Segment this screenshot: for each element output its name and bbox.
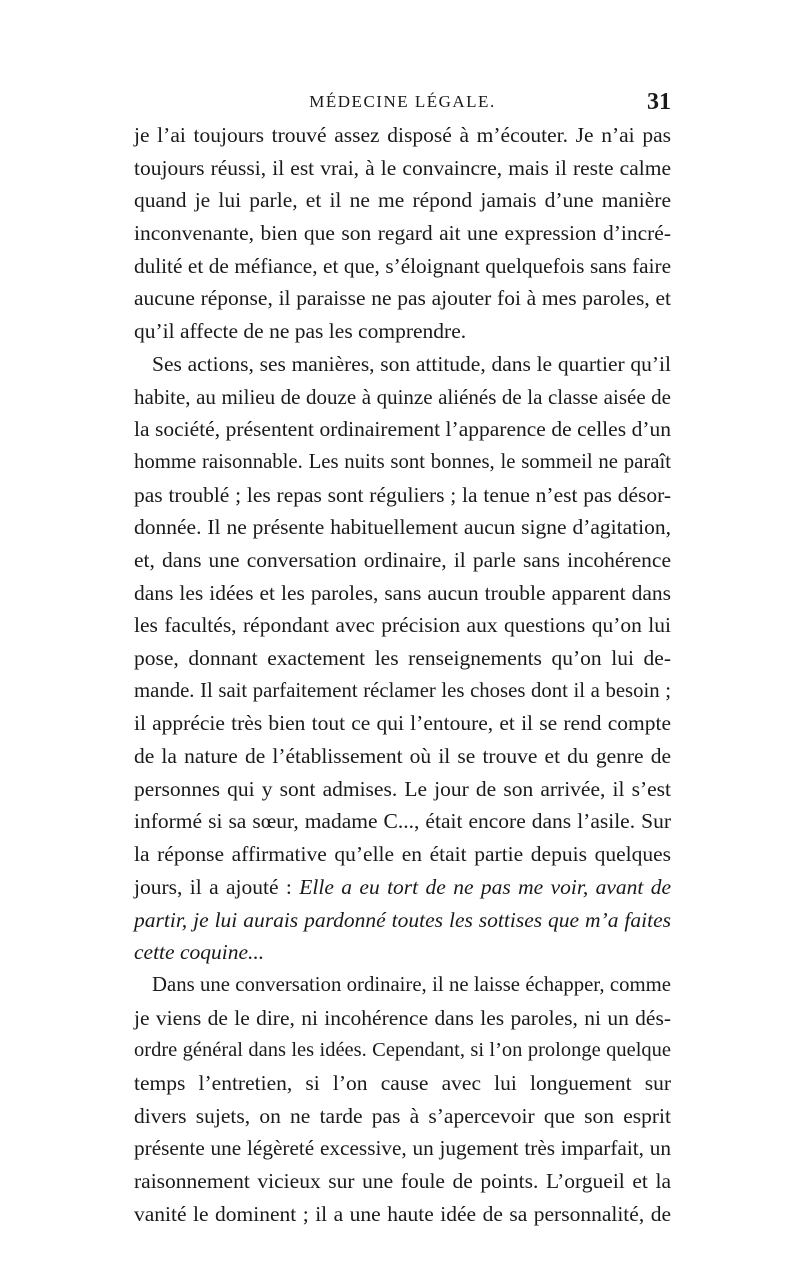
italic-quote: partir, je lui aurais pardonné toutes les sottises que m’a faites	[134, 907, 671, 932]
text-line: personnes qui y sont admises. Le jour de son arrivée, il s’est	[134, 776, 671, 801]
text-line: il apprécie très bien tout ce qui l’entoure, et il se rend compte	[134, 711, 671, 736]
text-line	[134, 871, 671, 904]
text-line: les facultés, répondant avec précision aux questions qu’on lui	[134, 613, 671, 638]
text-line: de la nature de l’établissement où il se trouve et du genre de	[134, 744, 671, 769]
text-line: inconvenante, bien que son regard ait une expression d’incré-	[134, 221, 671, 246]
text-line: mande. Il sait parfaitement réclamer les choses dont il a besoin ;	[134, 679, 671, 702]
page-number: 31	[647, 89, 671, 115]
text-line: dans les idées et les paroles, sans aucun trouble apparent dans	[134, 580, 671, 605]
text-line: aucune réponse, il paraisse ne pas ajouter foi à mes paroles, et	[134, 286, 671, 311]
text-run: jours, il a ajouté :	[134, 874, 300, 899]
text-line: la réponse affirmative qu’elle en était partie depuis quelques	[134, 842, 671, 867]
text-line: toujours réussi, il est vrai, à le convaincre, mais il reste calme	[134, 155, 671, 180]
text-line: homme raisonnable. Les nuits sont bonnes, le sommeil ne paraît	[134, 450, 671, 473]
text-line: la société, présentent ordinairement l’apparence de celles d’un	[134, 417, 671, 442]
text-line: temps l’entretien, si l’on cause avec lui longuement sur	[134, 1070, 671, 1095]
italic-quote: cette coquine...	[134, 940, 265, 965]
text-line: Ses actions, ses manières, son attitude, dans le quartier qu’il	[152, 351, 671, 376]
text-line: qu’il affecte de ne pas les comprendre.	[134, 319, 467, 344]
text-line: pose, donnant exactement les renseignements qu’on lui de-	[134, 646, 671, 670]
text-line: pas troublé ; les repas sont réguliers ; la tenue n’est pas désor-	[134, 482, 671, 507]
text-line: présente une légèreté excessive, un jugement très imparfait, un	[134, 1136, 671, 1161]
text-line: quand je lui parle, et il ne me répond jamais d’une manière	[134, 188, 671, 213]
text-line: raisonnement vicieux sur une foule de points. L’orgueil et la	[134, 1169, 671, 1193]
running-head	[134, 89, 671, 118]
text-line: habite, au milieu de douze à quinze aliénés de la classe aisée de	[134, 384, 671, 409]
text-line: Dans une conversation ordinaire, il ne laisse échapper, comme	[152, 973, 671, 996]
text-line: divers sujets, on ne tarde pas à s’apercevoir que son esprit	[134, 1103, 671, 1128]
body-text	[134, 119, 671, 1230]
running-title: MÉDECINE LÉGALE.	[309, 92, 496, 111]
text-line: vanité le dominent ; il a une haute idée de sa personnalité, de	[134, 1201, 671, 1226]
text-line: dulité et de méfiance, et que, s’éloignant quelquefois sans faire	[134, 253, 671, 278]
text-line: donnée. Il ne présente habituellement aucun signe d’agitation,	[134, 515, 671, 540]
text-line: je l’ai toujours trouvé assez disposé à m’écouter. Je n’ai pas	[134, 123, 671, 147]
text-line: je viens de le dire, ni incohérence dans les paroles, ni un dés-	[134, 1005, 671, 1030]
text-line: et, dans une conversation ordinaire, il parle sans incohérence	[134, 547, 671, 572]
text-line: ordre général dans les idées. Cependant, si l’on prolonge quelque	[134, 1039, 671, 1062]
text-line: informé si sa sœur, madame C..., était encore dans l’asile. Sur	[134, 809, 671, 834]
italic-quote: Elle a eu tort de ne pas me voir, avant de	[299, 874, 672, 899]
